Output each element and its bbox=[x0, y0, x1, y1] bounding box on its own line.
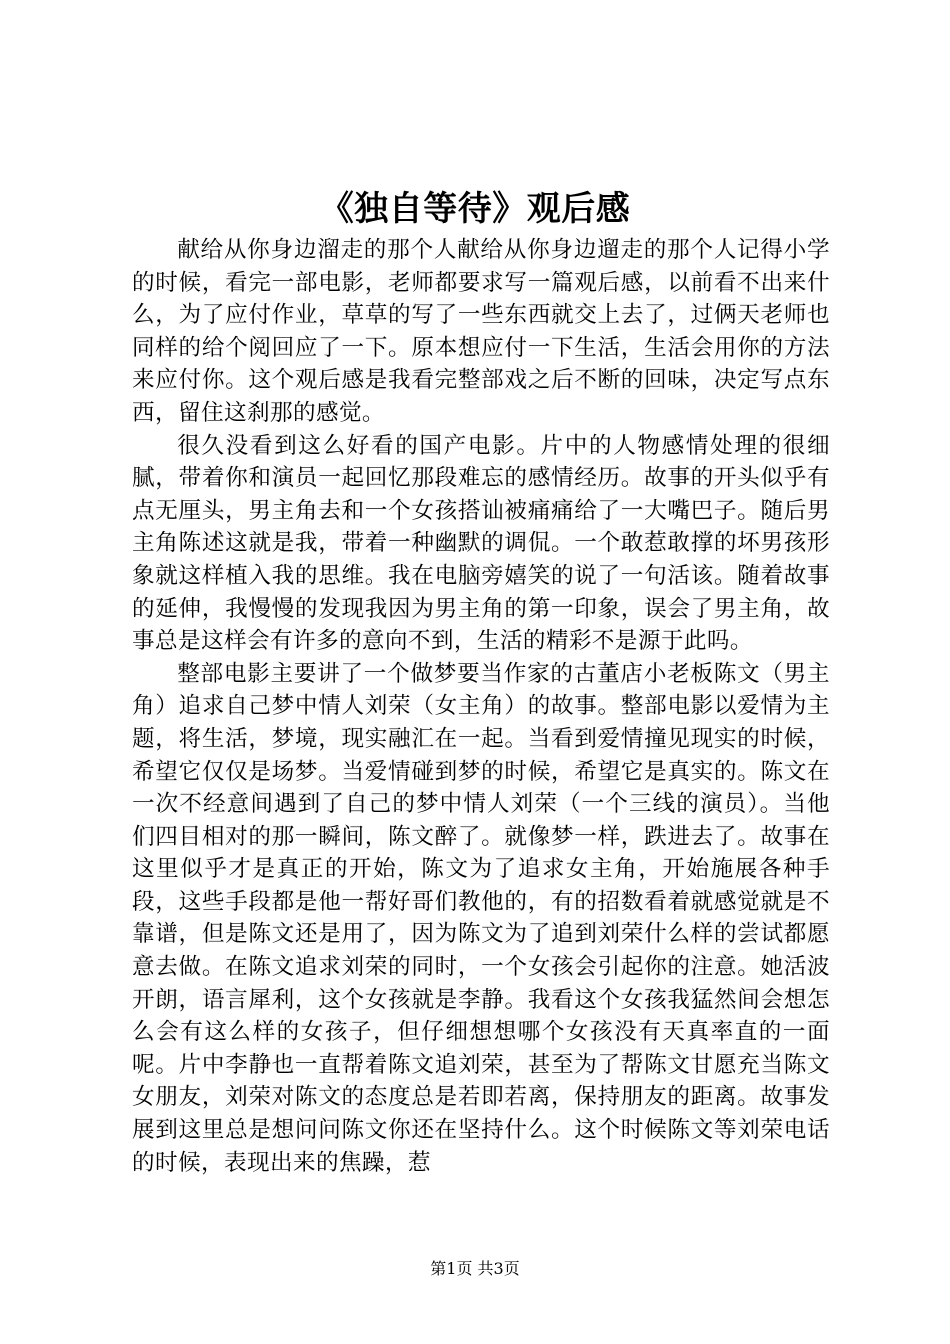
paragraph-2: 很久没看到这么好看的国产电影。片中的人物感情处理的很细腻，带着你和演员一起回忆那段难忘的感情经历。故事的开头似乎有点无厘头，男主角去和一个女孩搭讪被痛痛给了一大嘴巴子。随后男主角陈述这就是我，带着一种幽默的调侃。一个敢惹敢撑的坏男孩形象就这样植入我的思维。我在电脑旁嬉笑的说了一句活该。随着故事的延伸，我慢慢的发现我因为男主角的第一印象，误会了男主角，故事总是这样会有许多的意向不到，生活的精彩不是源于此吗。 bbox=[132, 432, 830, 655]
paragraph-1: 献给从你身边溜走的那个人献给从你身边遛走的那个人记得小学的时候，看完一部电影，老师都要求写一篇观后感，以前看不出来什么，为了应付作业，草草的写了一些东西就交上去了，过俩天老师也同样的给个阅回应了一下。原本想应付一下生活，生活会用你的方法来应付你。这个观后感是我看完整部戏之后不断的回味，决定写点东西，留住这刹那的感觉。 bbox=[132, 237, 830, 426]
page-number-footer: 第1页 共3页 bbox=[430, 1259, 520, 1278]
paragraph-3: 整部电影主要讲了一个做梦要当作家的古董店小老板陈文（男主角）追求自己梦中情人刘荣（女主角）的故事。整部电影以爱情为主题，将生活，梦境，现实融汇在一起。当看到爱情撞见现实的时候，希望它仅仅是场梦。当爱情碰到梦的时候，希望它是真实的。陈文在一次不经意间遇到了自己的梦中情人刘荣（一个三线的演员）。当他们四目相对的那一瞬间，陈文醉了。就像梦一样，跌进去了。故事在这里似乎才是真正的开始，陈文为了追求女主角，开始施展各种手段，这些手段都是他一帮好哥们教他的，有的招数看着就感觉就是不靠谱，但是陈文还是用了，因为陈文为了追到刘荣什么样的尝试都愿意去做。在陈文追求刘荣的同时，一个女孩会引起你的注意。她活波开朗，语言犀利，这个女孩就是李静。我看这个女孩我猛然间会想怎么会有这么样的女孩子，但仔细想想哪个女孩没有天真率直的一面呢。片中李静也一直帮着陈文追刘荣，甚至为了帮陈文甘愿充当陈文女朋友，刘荣对陈文的态度总是若即若离，保持朋友的距离。故事发展到这里总是想问问陈文你还在坚持什么。这个时候陈文等刘荣电话的时候，表现出来的焦躁，惹 bbox=[132, 660, 830, 1176]
document-title: 《独自等待》观后感 bbox=[319, 189, 631, 229]
document-body bbox=[132, 234, 830, 1179]
